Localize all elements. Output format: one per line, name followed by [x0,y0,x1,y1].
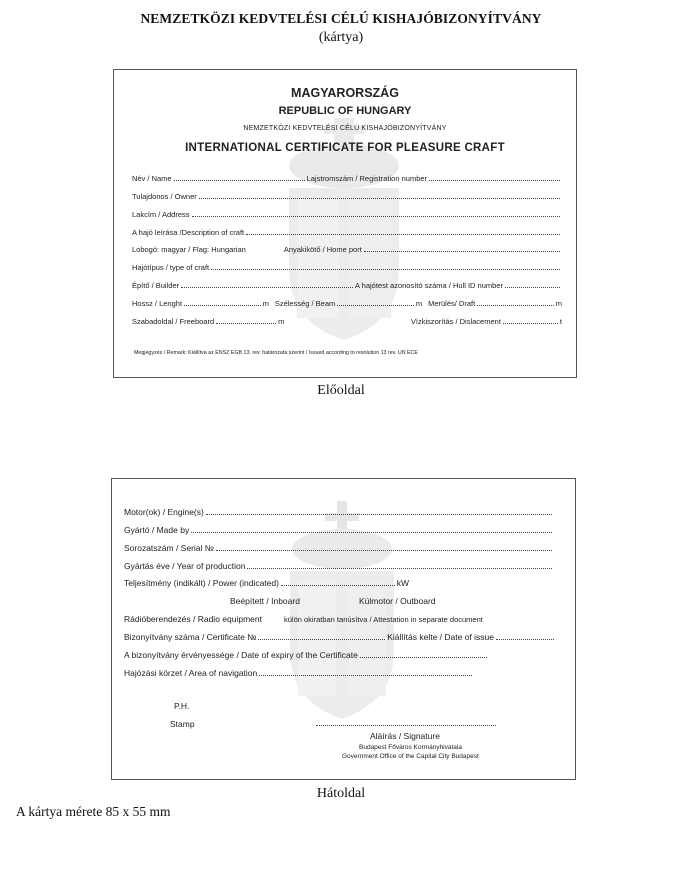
type-label: Hajótípus / type of craft [132,263,210,272]
row-engine [124,507,554,517]
hull-id-field [505,281,560,288]
owner-field [199,192,560,199]
row-owner [132,192,562,201]
card-size-note: A kártya mérete 85 x 55 mm [16,804,171,819]
name-label: Név / Name [132,174,172,183]
row-year [124,561,554,571]
issue-date-field [496,632,554,640]
year-label: Gyártás éve / Year of production [124,561,246,571]
owner-label: Tulajdonos / Owner [132,192,197,201]
draft-label: Merülés/ Draft [428,299,476,308]
displacement-unit: t [559,317,562,326]
engine-field [206,507,552,515]
displacement-field [503,317,558,324]
length-unit: m [262,299,269,308]
row-freeboard-displacement [132,317,562,326]
row-expiry [124,650,489,660]
row-name-registration [132,174,562,183]
front-caption: Előoldal [317,383,365,398]
office-hu: Budapest Főváros Kormányhivatala [359,744,462,751]
row-flag-home-port [132,245,562,254]
expiry-field [360,650,487,658]
radio-label: Rádióberendezés / Radio equipment [124,614,262,624]
area-field [259,668,472,676]
description-label: A hajó leírása /Description of craft [132,228,245,237]
row-address [132,210,562,219]
row-made-by [124,525,554,535]
registration-label: Lajstromszám / Registration number [306,174,428,183]
office-en: Government Office of the Capital City Budapest [342,753,479,760]
certificate-no-field [258,632,385,640]
stamp-label: Stamp [170,719,195,729]
area-label: Hajózási körzet / Area of navigation [124,668,258,678]
freeboard-field [216,317,276,324]
outboard-label: Külmotor / Outboard [359,596,436,606]
card-title-en: INTERNATIONAL CERTIFICATE FOR PLEASURE CRAFT [185,142,505,154]
card-back [111,478,576,780]
freeboard-label: Szabadoldal / Freeboard [132,317,215,326]
width-label: Szélesség / Beam [274,299,336,308]
power-label: Teljesítmény (indikált) / Power (indicated) [124,578,279,588]
width-unit: m [415,299,423,308]
type-field [211,263,560,270]
draft-field [477,299,554,306]
row-power [124,578,409,588]
back-caption: Hátoldal [316,786,366,801]
row-builder-hull-id [132,281,562,290]
length-field [184,299,261,306]
document-subtitle: (kártya) [318,30,364,45]
document-title: NEMZETKÖZI KEDVTELÉSI CÉLÚ KISHAJÓBIZONYÍTVÁNY [140,11,542,26]
remark: Megjegyzés / Remark: Kiállítva az ENSZ EGB 13. rev. határozata szerint / Issued according to resolution 13 rev. UN ECE [134,350,418,356]
made-by-field [191,525,552,533]
year-field [247,561,552,569]
signature-label: Aláírás / Signature [370,731,440,741]
expiry-label: A bizonyítvány érvényessége / Date of expiry of the Certificate [124,650,358,660]
address-label: Lakcím / Address [132,210,190,219]
address-field [192,210,560,217]
row-area [124,668,474,678]
power-unit: kW [396,578,409,588]
row-serial [124,543,554,553]
displacement-label: Vízkiszorítás / Dislacement [410,317,501,326]
country-en: REPUBLIC OF HUNGARY [278,105,412,117]
card-front [113,69,577,378]
certificate-no-label: Bizonyítvány száma / Certificate № [124,632,257,642]
builder-field [181,281,353,288]
signature-line [316,725,496,726]
registration-field [429,174,560,181]
power-field [281,578,395,586]
home-port-field [364,245,560,252]
row-type [132,263,562,272]
hull-id-label: A hajótest azonosító száma / Hull ID number [355,281,503,290]
issue-date-label: Kiállítás kelte / Date of issue [387,632,494,642]
serial-label: Sorozatszám / Serial № [124,543,214,553]
builder-label: Építő / Builder [132,281,180,290]
freeboard-unit: m [278,317,285,326]
row-description [132,228,562,237]
inboard-label: Beépített / Inboard [230,596,300,606]
home-port-label: Anyakikötő / Home port [283,245,362,254]
width-field [337,299,414,306]
length-label: Hossz / Lenght [132,299,183,308]
radio-attestation: külön okiratban tanúsítva / Attestation in separate document [283,615,483,624]
row-dimensions [132,299,562,308]
country-hu: MAGYARORSZÁG [291,86,399,100]
name-field [174,174,305,181]
made-by-label: Gyártó / Made by [124,525,190,535]
draft-unit: m [555,299,562,308]
row-radio [124,614,564,624]
row-certificate [124,632,556,642]
serial-field [216,543,552,551]
card-title-hu: NEMZETKÖZI KEDVTELÉSI CÉLÚ KISHAJÓBIZONYÍTVÁNY [243,125,447,132]
flag-label: Lobogó: magyar / Flag: Hungarian [132,245,246,254]
ph-label: P.H. [174,701,190,711]
description-field [246,228,560,235]
engine-label: Motor(ok) / Engine(s) [124,507,204,517]
